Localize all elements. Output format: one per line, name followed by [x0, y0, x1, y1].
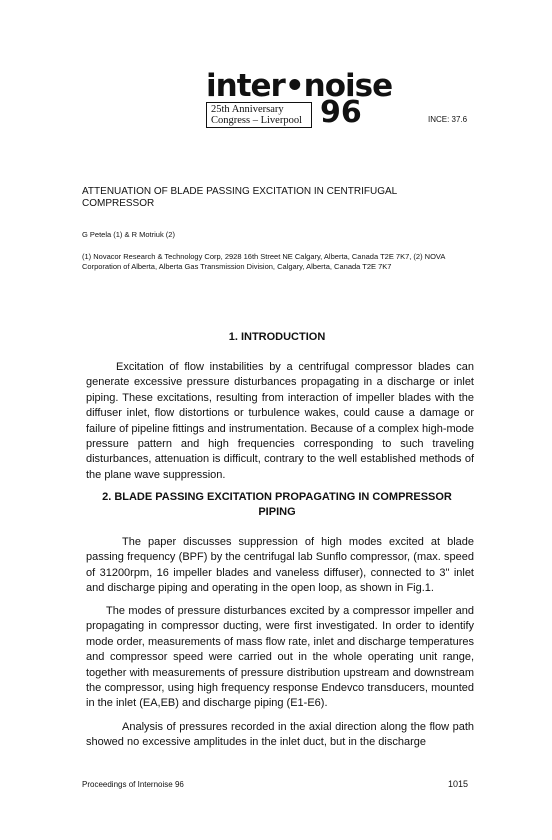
section-1-paragraph: Excitation of flow instabilities by a centrifugal compressor blades can generate excessive pressure disturbances propagating in a discharge or inlet piping. These excitations, resulting from interaction of impeller blades with the diffuser inlet, flow distortions or turbulence wakes, could cause a damage or failure of pipeline fittings and instrumentation. Because of a complex high-mode pressure pattern and high frequencies corresponding to such traveling disturbances, attenuation is difficult, contrary to the well established methods of the plane wave suppression. — [86, 361, 474, 481]
paper-code: INCE: 37.6 — [428, 115, 468, 124]
affiliations: (1) Novacor Research & Technology Corp, 2928 16th Street NE Calgary, Alberta, Canada T2E 7K7, (2) NOVA Corporation of Alberta, Alberta Gas Transmission Division, Calgary, Alberta, Canada T2E 7K7 — [82, 252, 445, 271]
section-1-heading: 1. INTRODUCTION — [228, 331, 326, 343]
logo-anniversary-box — [206, 102, 312, 128]
section-2-heading: 2. BLADE PASSING EXCITATION PROPAGATING IN COMPRESSOR PIPING — [102, 491, 452, 518]
logo-anniversary-line: 25th Anniversary — [211, 104, 284, 115]
paper-title: ATTENUATION OF BLADE PASSING EXCITATION IN CENTRIFUGAL COMPRESSOR — [82, 186, 397, 209]
section-2-paragraph-3: Analysis of pressures recorded in the axial direction along the flow path showed no excessive amplitudes in the inlet duct, but in the discharge — [86, 721, 474, 749]
authors: G Petela (1) & R Motriuk (2) — [82, 230, 175, 239]
footer-proceedings: Proceedings of Internoise 96 — [82, 780, 184, 789]
page-number: 1015 — [448, 779, 469, 789]
section-2-paragraph-1: The paper discusses suppression of high modes excited at blade passing frequency (BPF) by the centrifugal lab Sunflo compressor, (max. speed of 31200rpm, 16 impeller blades and vaneless diffuser), connected to 3" inlet and discharge piping and operating in the open loop, as shown in Fig.1. — [86, 536, 474, 595]
logo-year: 96 — [320, 95, 362, 130]
logo-congress-line: Congress – Liverpool — [211, 115, 302, 126]
logo-wordmark: inter•noise — [206, 68, 393, 104]
internoise-logo — [206, 68, 393, 130]
section-2-paragraph-2: The modes of pressure disturbances excited by a compressor impeller and propagating in compressor ducting, were first investigated. In order to identify mode order, measurements of mass flow rate, inlet and discharge temperatures and compressor speed were carried out in the whole operating unit range, together with measurements of pressure distribution upstream and downstream the compressor, using high frequency response Endevco transducers, mounted in the inlet (EA,EB) and discharge piping (E1-E6). — [86, 605, 474, 710]
